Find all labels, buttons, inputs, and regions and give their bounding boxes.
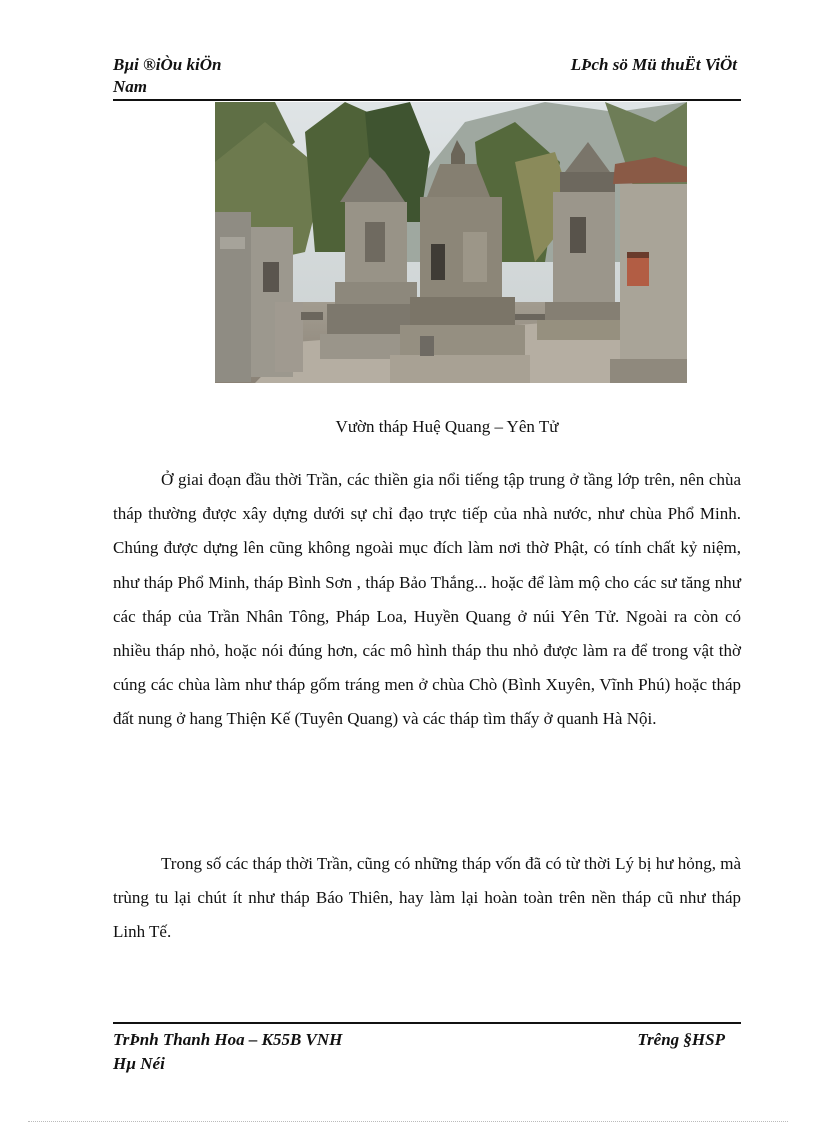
figure-caption: Vườn tháp Huệ Quang – Yên Tử [335, 417, 559, 436]
footer-left-line1: TrÞnh Thanh Hoa – K55B VNH [113, 1030, 343, 1049]
footer-rule [113, 1022, 741, 1024]
footer-left-line2: Hµ Néi [113, 1054, 165, 1073]
header-rule [113, 99, 741, 101]
tower-garden-photo [215, 102, 687, 383]
footer-right: Trêng §HSP [637, 1030, 725, 1049]
body-paragraph-2: Trong số các tháp thời Trần, cũng có những tháp vốn đã có từ thời Lý bị hư hỏng, mà trùng tu lại chút ít như tháp Báo Thiên, hay làm lại hoàn toàn trên nền tháp cũ như tháp Linh Tế. [113, 854, 741, 942]
header-left-line2: Nam [113, 77, 147, 96]
footer-left [113, 1028, 342, 1076]
header-left [113, 54, 221, 98]
body-paragraph-1: Ở giai đoạn đầu thời Trần, các thiền gia nổi tiếng tập trung ở tầng lớp trên, nên chùa tháp thường được xây dựng dưới sự chỉ đạo trực tiếp của nhà nước, như chùa Phổ Minh. Chúng được dựng lên cũng không ngoài mục đích làm nơi thờ Phật, có tính chất kỷ niệm, như tháp Phổ Minh, tháp Bình Sơn , tháp Bảo Thắng... hoặc để làm mộ cho các sư tăng như các tháp của Trần Nhân Tông, Pháp Loa, Huyền Quang ở núi Yên Tử. Ngoài ra còn có nhiều tháp nhỏ, hoặc nói đúng hơn, các mô hình tháp thu nhỏ được làm ra để trong vật thờ cúng các chùa làm như tháp gốm tráng men ở chùa Chò (Bình Xuyên, Vĩnh Phú) hoặc tháp đất nung ở hang Thiện Kế (Tuyên Quang) và các tháp tìm thấy ở quanh Hà Nội. [113, 470, 741, 729]
header-right: LÞch sö Mü thuËt ViÖt [570, 55, 737, 74]
page-bottom-dotted-line [28, 1121, 788, 1122]
header-left-line1: Bµi ®iÒu kiÖn [113, 55, 222, 74]
